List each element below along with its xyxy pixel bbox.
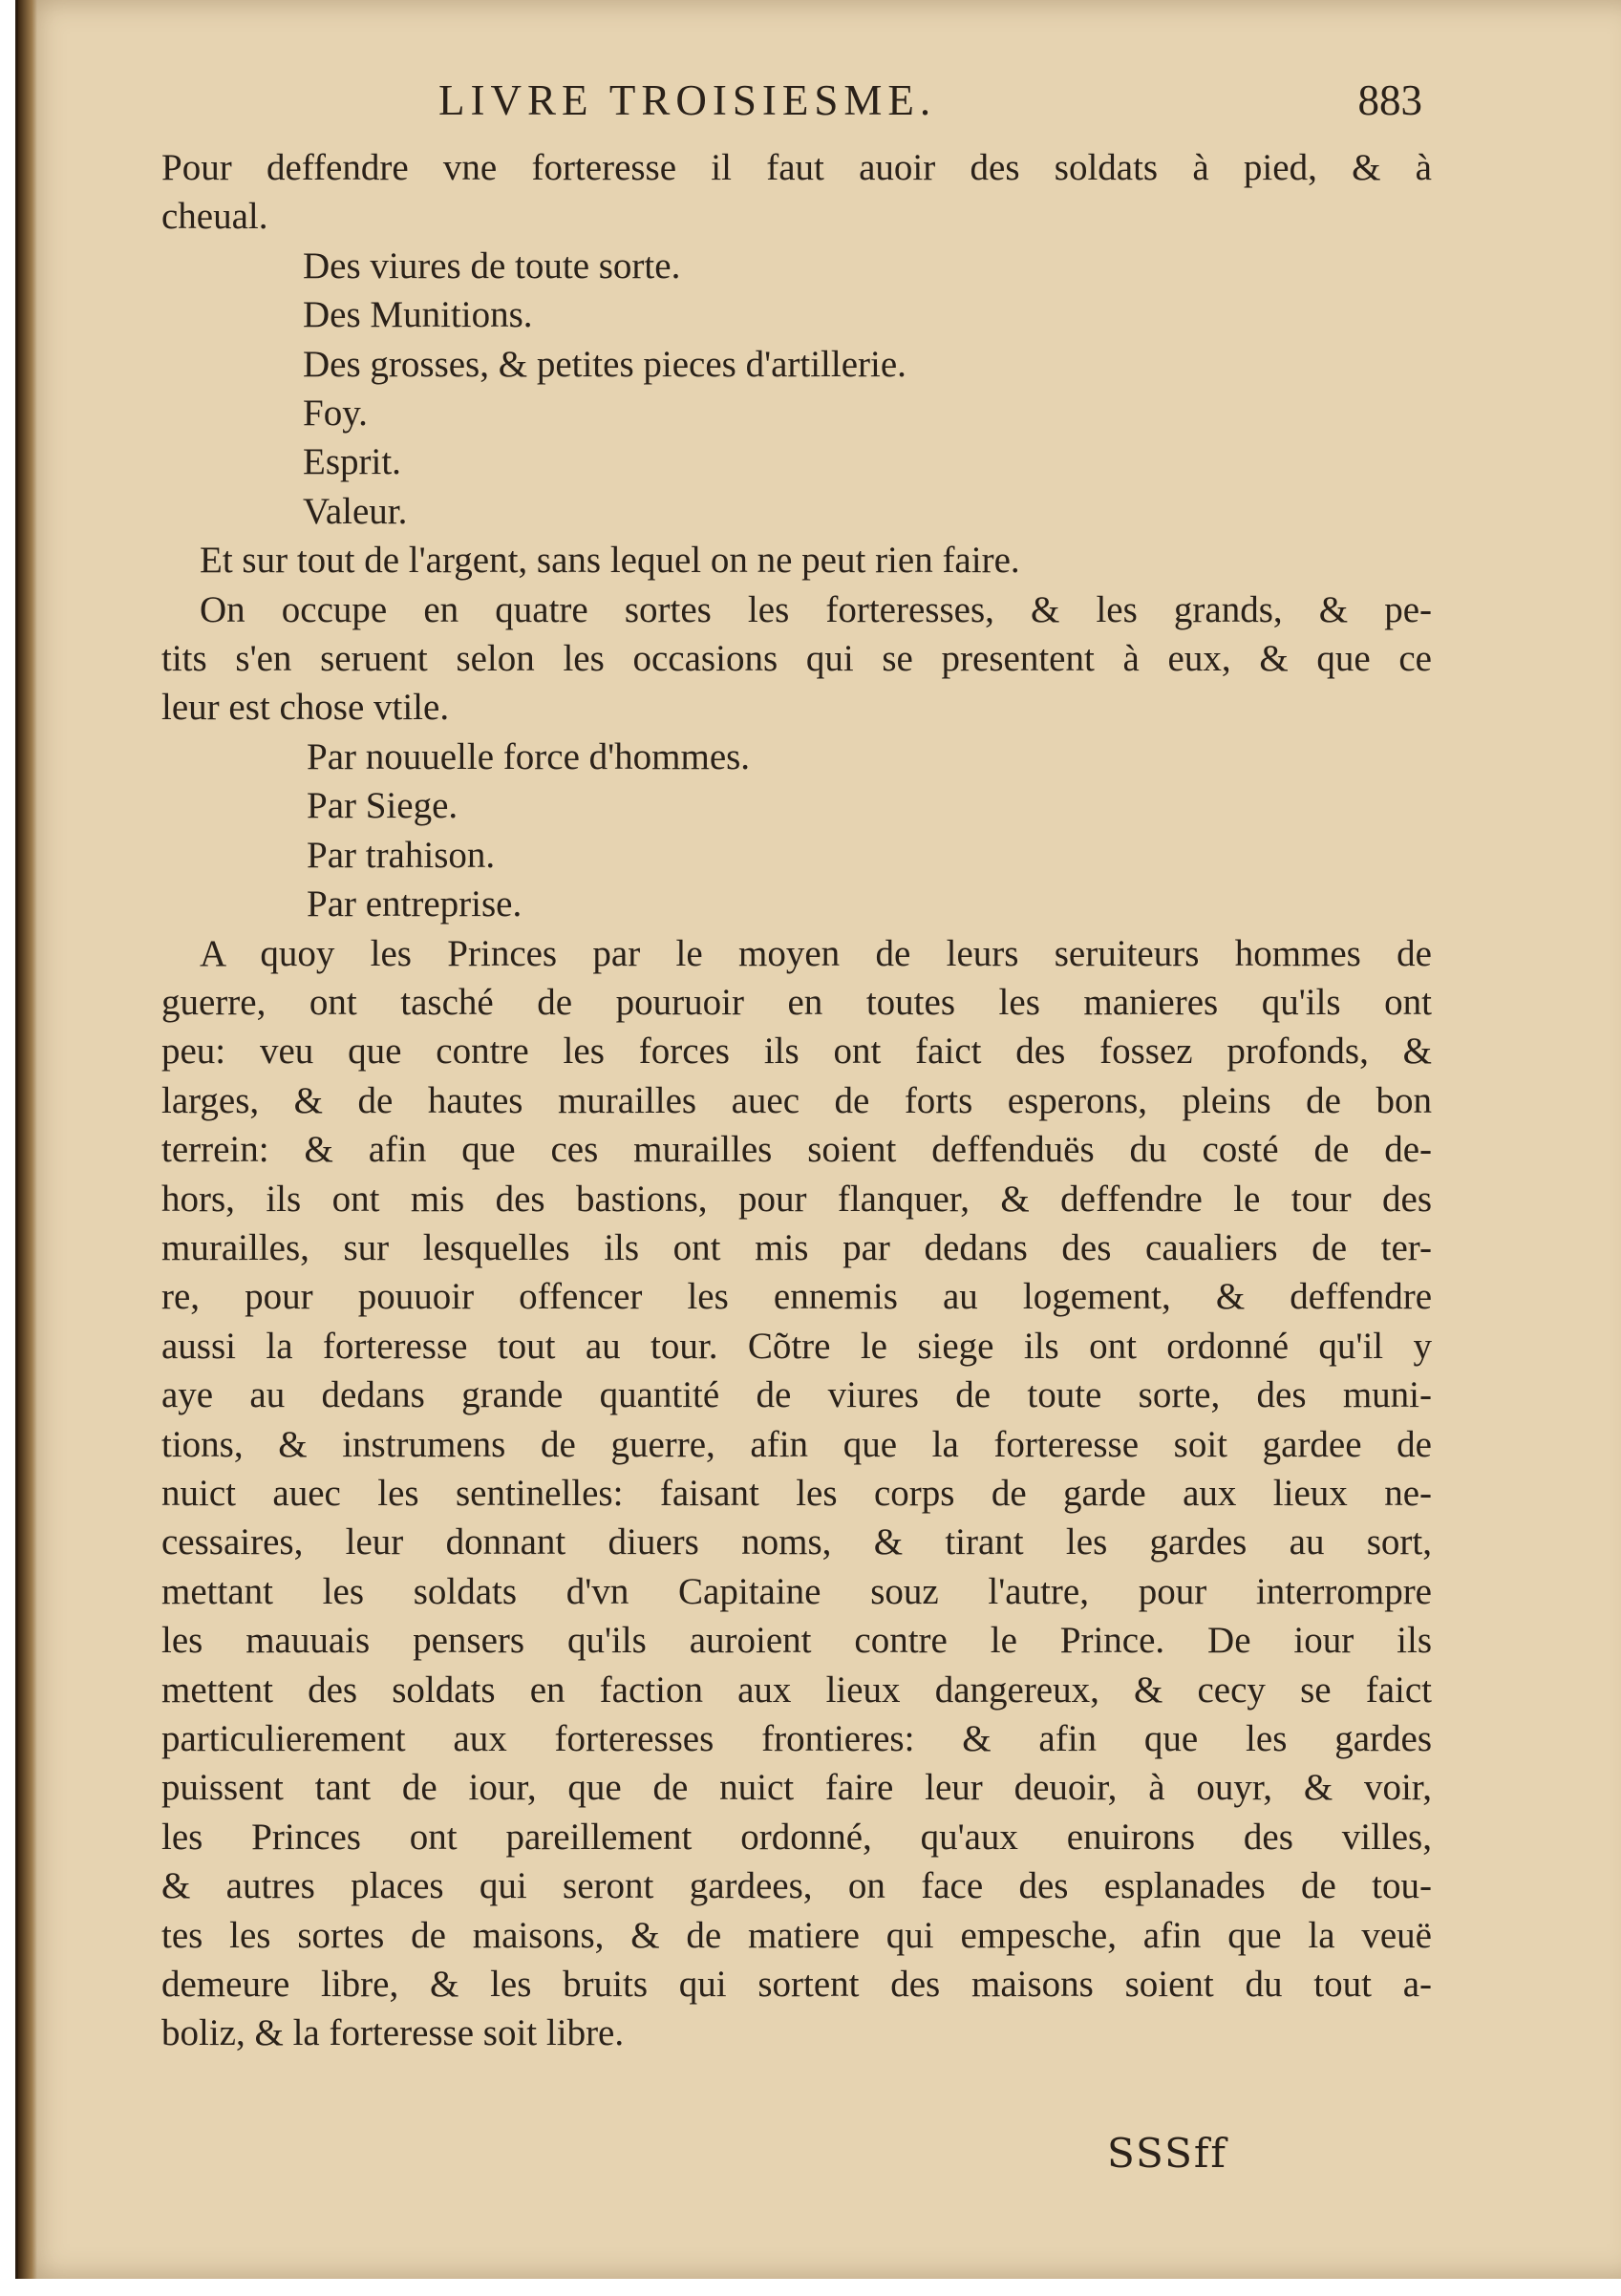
list-item: Foy. bbox=[303, 393, 368, 435]
text-line: tes les sortes de maisons, & de matiere qui empesche, afin que la veuë bbox=[161, 1914, 1432, 1956]
list-item: Par nouuelle force d'hommes. bbox=[307, 735, 751, 777]
list-item: Des Munitions. bbox=[303, 294, 533, 336]
text-line: les Princes ont pareillement ordonné, qu'aux enuirons des villes, bbox=[161, 1816, 1432, 1858]
text-line: leur est chose vtile. bbox=[161, 687, 450, 729]
text-line: peu: veu que contre les forces ils ont faict des fossez profonds, & bbox=[161, 1031, 1432, 1073]
text-line: boliz, & la forteresse soit libre. bbox=[161, 2012, 625, 2054]
text-line: demeure libre, & les bruits qui sortent des maisons soient du tout a- bbox=[161, 1964, 1432, 2006]
text-line: guerre, ont tasché de pouruoir en toutes les manieres qu'ils ont bbox=[161, 981, 1432, 1023]
text-block bbox=[161, 76, 1432, 2058]
page-gutter bbox=[18, 0, 37, 2279]
text-line: particulierement aux forteresses frontieres: & afin que les gardes bbox=[161, 1718, 1432, 1759]
list-item: Par trahison. bbox=[307, 834, 496, 876]
text-line: mettent des soldats en faction aux lieux dangereux, & cecy se faict bbox=[161, 1669, 1432, 1711]
text-line: Pour deffendre vne forteresse il faut auoir des soldats à pied, & à bbox=[161, 147, 1432, 188]
list-item: Par entreprise. bbox=[307, 883, 523, 925]
running-head: LIVRE TROISIESME. bbox=[438, 76, 937, 124]
list-item: Esprit. bbox=[303, 441, 401, 483]
text-line: Et sur tout de l'argent, sans lequel on ne peut rien faire. bbox=[200, 540, 1020, 582]
text-line: tions, & instrumens de guerre, afin que la forteresse soit gardee de bbox=[161, 1423, 1432, 1465]
text-line: les mauuais pensers qu'ils auroient contre le Prince. De iour ils bbox=[161, 1620, 1432, 1662]
text-line: aussi la forteresse tout au tour. Cõtre le siege ils ont ordonné qu'il y bbox=[161, 1325, 1432, 1367]
list-item: Par Siege. bbox=[307, 785, 459, 827]
text-line: tits s'en seruent selon les occasions qui se presentent à eux, & que ce bbox=[161, 638, 1432, 680]
page-header bbox=[161, 76, 1432, 132]
text-line: murailles, sur lesquelles ils ont mis par dedans des caualiers de ter- bbox=[161, 1226, 1432, 1268]
text-line: On occupe en quatre sortes les forteresses, & les grands, & pe- bbox=[200, 588, 1432, 630]
page-number: 883 bbox=[1357, 76, 1422, 124]
list-item: Des viures de toute sorte. bbox=[303, 244, 681, 287]
book-page bbox=[15, 0, 1621, 2279]
list-item: Des grosses, & petites pieces d'artillerie. bbox=[303, 343, 906, 385]
list-item: Valeur. bbox=[303, 490, 408, 532]
text-line: terrein: & afin que ces murailles soient deffenduës du costé de de- bbox=[161, 1129, 1432, 1171]
text-line: cheual. bbox=[161, 196, 268, 238]
catchword-signature: SSSff bbox=[1107, 2130, 1227, 2177]
text-line: re, pour pouuoir offencer les ennemis au logement, & deffendre bbox=[161, 1276, 1432, 1318]
text-line: A quoy les Princes par le moyen de leurs seruiteurs hommes de bbox=[200, 932, 1432, 974]
text-line: hors, ils ont mis des bastions, pour flanquer, & deffendre le tour des bbox=[161, 1178, 1432, 1220]
text-line: & autres places qui seront gardees, on face des esplanades de tou- bbox=[161, 1865, 1432, 1907]
text-line: aye au dedans grande quantité de viures de toute sorte, des muni- bbox=[161, 1374, 1432, 1416]
text-line: nuict auec les sentinelles: faisant les corps de garde aux lieux ne- bbox=[161, 1472, 1432, 1514]
text-line: cessaires, leur donnant diuers noms, & tirant les gardes au sort, bbox=[161, 1521, 1432, 1563]
text-line: mettant les soldats d'vn Capitaine souz l'autre, pour interrompre bbox=[161, 1570, 1432, 1612]
text-line: puissent tant de iour, que de nuict faire leur deuoir, à ouyr, & voir, bbox=[161, 1767, 1432, 1809]
text-line: larges, & de hautes murailles auec de forts esperons, pleins de bon bbox=[161, 1079, 1432, 1121]
